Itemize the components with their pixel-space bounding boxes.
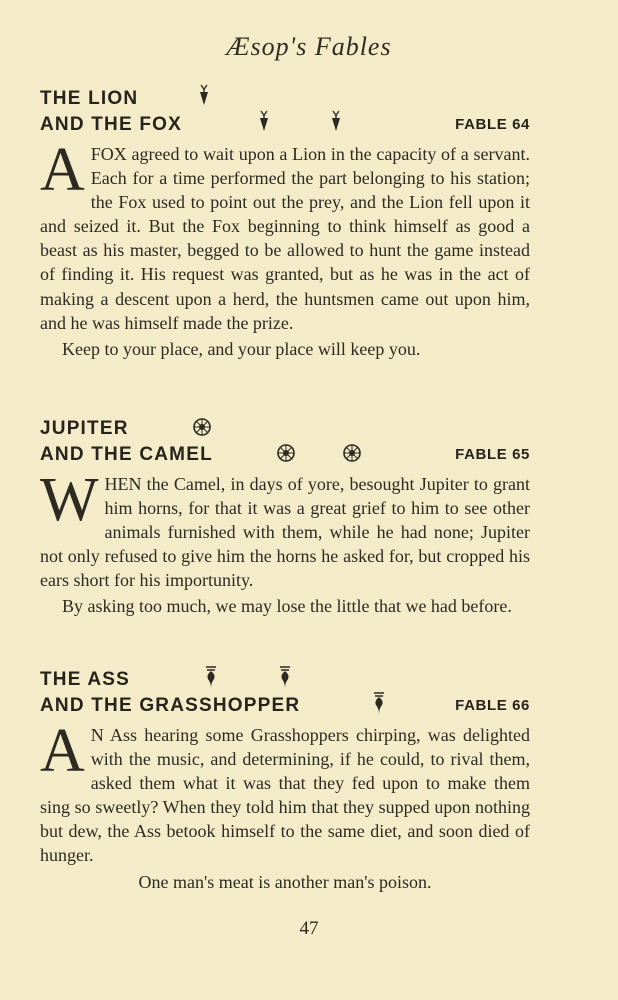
page-number: 47 <box>299 918 319 939</box>
flower-ornament-icon <box>276 443 296 466</box>
sprig-ornament-icon <box>204 665 218 692</box>
running-head: Æsop's Fables <box>226 32 392 61</box>
fable-65 <box>40 418 530 618</box>
carrot-ornament-icon <box>330 110 342 135</box>
fable-title-line-2 <box>40 695 530 721</box>
fable-title-line-2 <box>40 444 530 470</box>
sprig-ornament-icon <box>372 691 386 718</box>
fable-title-part-1: JUPITER <box>40 418 129 439</box>
fable-title-part-2: AND THE FOX <box>40 114 182 135</box>
carrot-ornament-icon <box>258 110 270 135</box>
fable-title-part-2: AND THE GRASSHOPPER <box>40 695 301 716</box>
drop-cap: W <box>40 466 99 534</box>
fable-title-line-1 <box>40 418 530 444</box>
fable-title-part-2: AND THE CAMEL <box>40 444 213 465</box>
drop-cap: A <box>40 136 85 204</box>
sprig-ornament-icon <box>278 665 292 692</box>
fable-body <box>40 466 530 592</box>
fable-text: HEN the Camel, in days of yore, besought Jupiter to grant him horns, for that it was a great grief to him to see other animals furnished with them, while he had none; Jupiter not only refused to give him the horns he asked for, but cropped his ears short for his importunity. <box>40 474 530 591</box>
fable-64 <box>40 88 530 361</box>
fable-number: FABLE 65 <box>455 446 530 463</box>
fable-moral: One man's meat is another man's poison. <box>138 871 432 892</box>
fable-number: FABLE 64 <box>455 116 530 133</box>
flower-ornament-icon <box>342 443 362 466</box>
fable-title-line-2 <box>40 114 530 140</box>
flower-ornament-icon <box>192 417 212 440</box>
fable-moral: By asking too much, we may lose the little that we had before. <box>62 596 512 617</box>
fable-66 <box>40 669 530 894</box>
drop-cap: A <box>40 717 85 785</box>
fable-number: FABLE 66 <box>455 697 530 714</box>
fable-title-part-1: THE ASS <box>40 669 131 690</box>
fable-body <box>40 136 530 335</box>
fable-title-part-1: THE LION <box>40 88 139 109</box>
carrot-ornament-icon <box>198 84 210 109</box>
fable-text: N Ass hearing some Grasshoppers chirping, was delighted with the music, and determining, if he could, to rival them, asked them what it was that they fed upon to make them sing so sweetly? When they told him that they supped upon nothing but dew, the Ass betook himself to the same diet, and soon died of hunger. <box>40 725 530 866</box>
fable-text: FOX agreed to wait upon a Lion in the capacity of a servant. Each for a time performed the part belonging to his station; the Fox used to point out the prey, and the Lion fell upon it and seized it. But the Fox beginning to think himself as good a beast as his master, begged to be allowed to hunt the game instead of finding it. His request was granted, but as he was in the act of making a descent upon a herd, the huntsmen came out upon him, and he was himself made the prize. <box>40 144 530 333</box>
fable-title-line-1 <box>40 88 530 114</box>
fable-title-line-1 <box>40 669 530 695</box>
fable-moral: Keep to your place, and your place will keep you. <box>62 338 421 359</box>
fable-body <box>40 717 530 868</box>
